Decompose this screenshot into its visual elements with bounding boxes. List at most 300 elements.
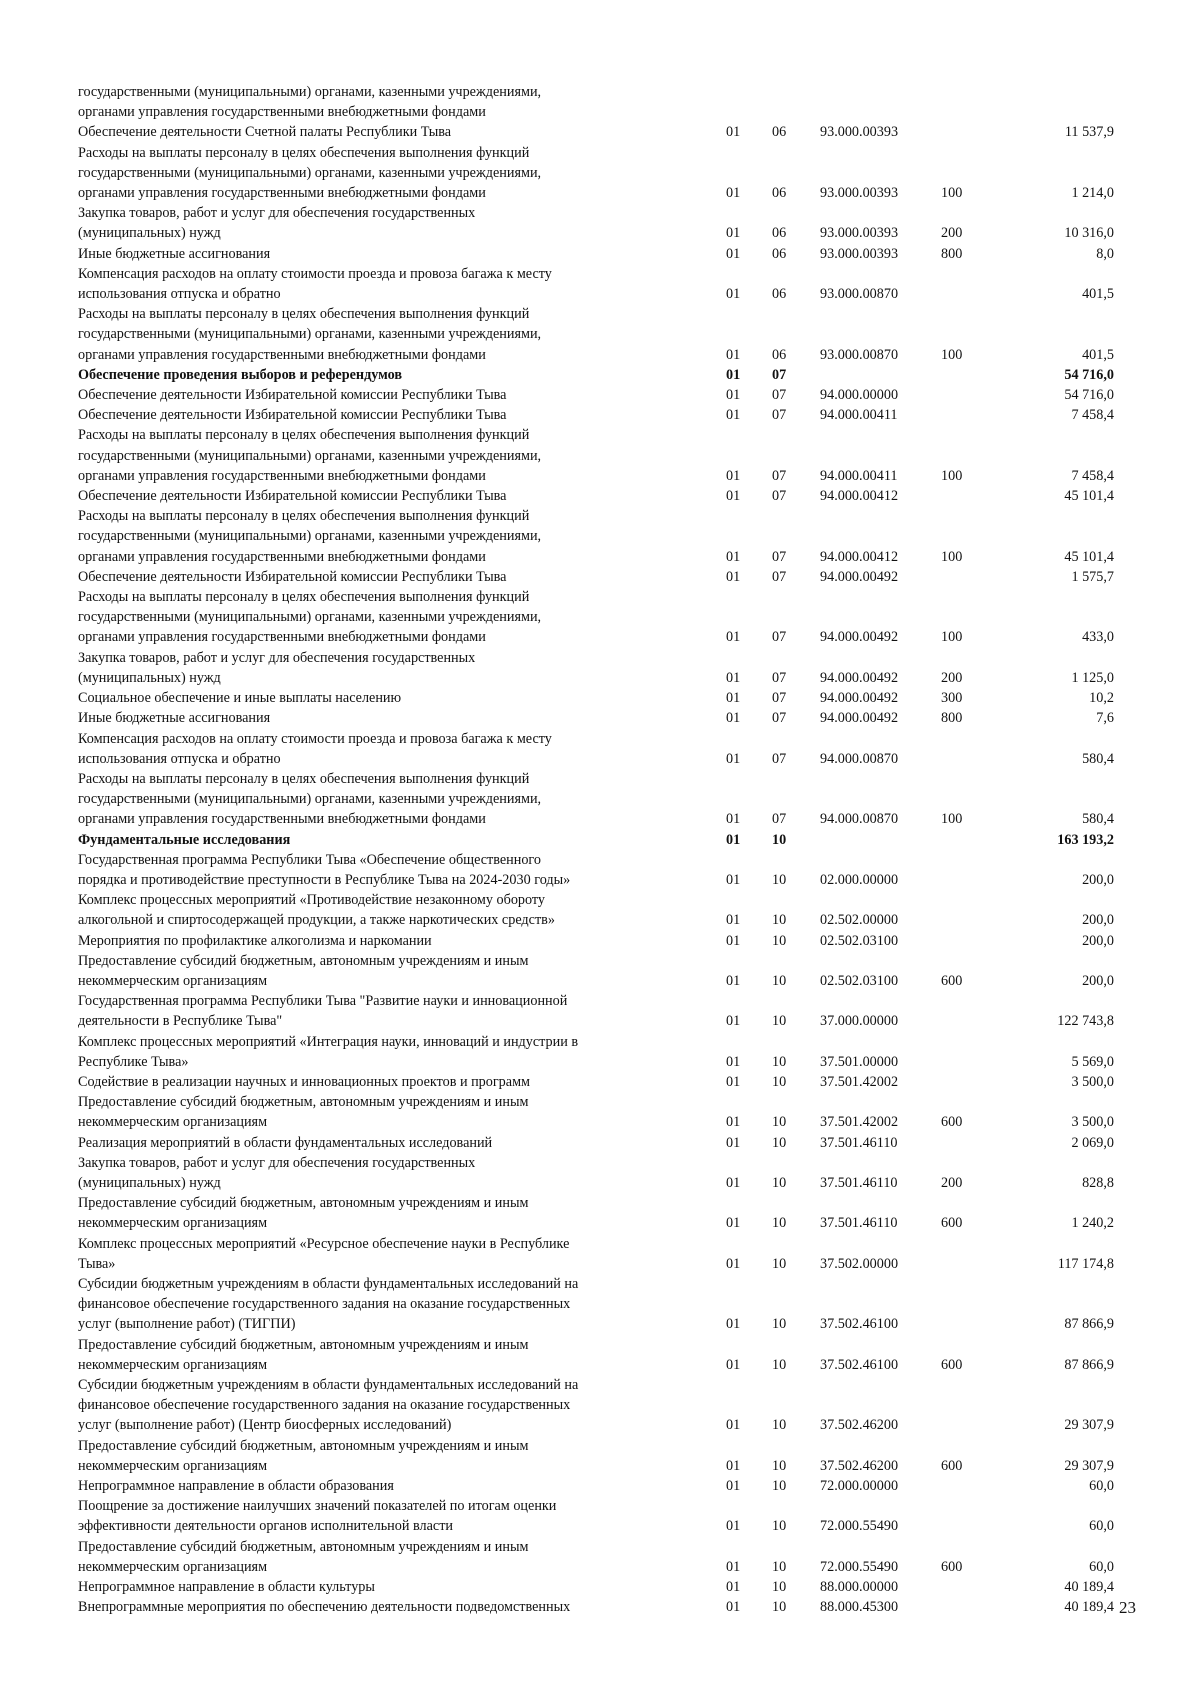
row-name-line: Предоставление субсидий бюджетным, автономным учреждениям и иным: [78, 952, 529, 969]
expense-type-code: 200: [941, 669, 963, 686]
row-name: [78, 1577, 698, 1597]
table-row: [78, 991, 1118, 1031]
subsection-code: 07: [772, 750, 787, 767]
row-name-line: Расходы на выплаты персоналу в целях обеспечения выполнения функций: [78, 770, 530, 787]
row-name: [78, 405, 698, 425]
row-name-line: органами управления государственными внебюджетными фондами: [78, 548, 486, 565]
section-code: 01: [726, 669, 741, 686]
row-name-line: Республике Тыва»: [78, 1053, 189, 1070]
subsection-code: 07: [772, 690, 787, 707]
row-name: [78, 1234, 698, 1274]
subsection-code: 10: [772, 1255, 787, 1272]
table-row: [78, 1577, 1118, 1597]
row-name-line: финансовое обеспечение государственного задания на оказание государственных: [78, 1397, 571, 1414]
row-name: [78, 365, 698, 385]
row-name-line: Иные бюджетные ассигнования: [78, 245, 271, 262]
subsection-code: 10: [772, 932, 787, 949]
row-name: [78, 1133, 698, 1153]
table-row: [78, 951, 1118, 991]
row-name-line: некоммерческим организациям: [78, 1356, 268, 1373]
subsection-code: 07: [772, 366, 787, 383]
amount: 1 125,0: [1071, 669, 1114, 686]
table-row: [78, 931, 1118, 951]
amount: 54 716,0: [1064, 366, 1114, 383]
table-row: [78, 486, 1118, 506]
amount: 3 500,0: [1071, 1114, 1114, 1131]
subsection-code: 07: [772, 548, 787, 565]
table-row: [78, 405, 1118, 425]
amount: 10,2: [1089, 690, 1114, 707]
amount: 200,0: [1082, 912, 1114, 929]
section-code: 01: [726, 407, 741, 424]
row-name: [78, 425, 698, 486]
subsection-code: 10: [772, 1558, 787, 1575]
section-code: 01: [726, 1417, 741, 1434]
subsection-code: 10: [772, 1356, 787, 1373]
row-name-line: органами управления государственными внебюджетными фондами: [78, 629, 486, 646]
section-code: 01: [726, 871, 741, 888]
section-code: 01: [726, 811, 741, 828]
amount: 29 307,9: [1064, 1457, 1114, 1474]
target-item-code: 88.000.00000: [820, 1579, 899, 1596]
amount: 1 575,7: [1071, 568, 1114, 585]
target-item-code: 94.000.00492: [820, 669, 899, 686]
target-item-code: 02.502.03100: [820, 932, 899, 949]
row-name-line: Расходы на выплаты персоналу в целях обеспечения выполнения функций: [78, 589, 530, 606]
section-code: 01: [726, 1518, 741, 1535]
row-name: [78, 1072, 698, 1092]
amount: 40 189,4: [1064, 1599, 1114, 1616]
target-item-code: 37.501.46110: [820, 1174, 898, 1191]
amount: 60,0: [1089, 1478, 1114, 1495]
subsection-code: 07: [772, 387, 787, 404]
row-name-line: государственными (муниципальными) органами, казенными учреждениями,: [78, 609, 542, 626]
section-code: 01: [726, 1134, 741, 1151]
subsection-code: 06: [772, 225, 787, 242]
expense-type-code: 100: [941, 548, 963, 565]
row-name-line: алкогольной и спиртосодержащей продукции, а также наркотических средств»: [78, 912, 555, 929]
target-item-code: 93.000.00393: [820, 245, 899, 262]
row-name: [78, 82, 698, 122]
target-item-code: 94.000.00492: [820, 690, 899, 707]
row-name-line: государственными (муниципальными) органами, казенными учреждениями,: [78, 528, 542, 545]
expense-type-code: 100: [941, 467, 963, 484]
section-code: 01: [726, 710, 741, 727]
target-item-code: 93.000.00393: [820, 185, 899, 202]
row-name-line: Расходы на выплаты персоналу в целях обеспечения выполнения функций: [78, 306, 530, 323]
row-name-line: Комплекс процессных мероприятий «Интеграция науки, инноваций и индустрии в: [78, 1033, 579, 1050]
subsection-code: 07: [772, 568, 787, 585]
section-code: 01: [726, 1599, 741, 1616]
subsection-code: 07: [772, 710, 787, 727]
subsection-code: 06: [772, 346, 787, 363]
table-row: [78, 1092, 1118, 1132]
row-name-line: органами управления государственными внебюджетными фондами: [78, 811, 486, 828]
amount: 5 569,0: [1071, 1053, 1114, 1070]
amount: 163 193,2: [1057, 831, 1114, 848]
target-item-code: 94.000.00492: [820, 629, 899, 646]
table-row: [78, 1496, 1118, 1536]
subsection-code: 10: [772, 1518, 787, 1535]
amount: 401,5: [1082, 346, 1114, 363]
row-name-line: Реализация мероприятий в области фундаментальных исследований: [78, 1134, 493, 1151]
row-name-line: Предоставление субсидий бюджетным, автономным учреждениям и иным: [78, 1336, 529, 1353]
subsection-code: 10: [772, 1599, 787, 1616]
table-row: [78, 567, 1118, 587]
target-item-code: 37.502.46100: [820, 1356, 899, 1373]
target-item-code: 94.000.00000: [820, 387, 899, 404]
target-item-code: 94.000.00412: [820, 548, 899, 565]
target-item-code: 37.000.00000: [820, 1013, 899, 1030]
section-code: 01: [726, 1356, 741, 1373]
row-name-line: Предоставление субсидий бюджетным, автономным учреждениям и иным: [78, 1195, 529, 1212]
target-item-code: 72.000.55490: [820, 1558, 899, 1575]
table-row: [78, 1032, 1118, 1072]
row-name: [78, 1335, 698, 1375]
table-row: [78, 82, 1118, 122]
section-code: 01: [726, 1579, 741, 1596]
row-name-line: Мероприятия по профилактике алкоголизма и наркомании: [78, 932, 432, 949]
amount: 1 240,2: [1071, 1215, 1114, 1232]
subsection-code: 10: [772, 1073, 787, 1090]
row-name-line: Закупка товаров, работ и услуг для обеспечения государственных: [78, 1154, 476, 1171]
table-row: [78, 729, 1118, 769]
row-name-line: Субсидии бюджетным учреждениям в области фундаментальных исследований на: [78, 1275, 579, 1292]
target-item-code: 93.000.00870: [820, 346, 899, 363]
row-name: [78, 648, 698, 688]
row-name-line: Субсидии бюджетным учреждениям в области фундаментальных исследований на: [78, 1377, 579, 1393]
section-code: 01: [726, 286, 741, 303]
table-row: [78, 122, 1118, 142]
row-name-line: использования отпуска и обратно: [78, 286, 281, 303]
row-name-line: Обеспечение деятельности Избирательной комиссии Республики Тыва: [78, 407, 507, 424]
table-row: [78, 1597, 1118, 1617]
row-name-line: Комплекс процессных мероприятий «Ресурсное обеспечение науки в Республике: [78, 1235, 570, 1252]
section-code: 01: [726, 1215, 741, 1232]
table-row: [78, 587, 1118, 648]
target-item-code: 94.000.00492: [820, 568, 899, 585]
row-name-line: органами управления государственными внебюджетными фондами: [78, 346, 486, 363]
section-code: 01: [726, 1174, 741, 1191]
row-name-line: Обеспечение деятельности Избирательной комиссии Республики Тыва: [78, 387, 507, 404]
table-row: [78, 143, 1118, 204]
row-name-line: государственными (муниципальными) органами, казенными учреждениями,: [78, 791, 542, 808]
subsection-code: 07: [772, 407, 787, 424]
row-name-line: Расходы на выплаты персоналу в целях обеспечения выполнения функций: [78, 427, 530, 444]
row-name: [78, 122, 698, 142]
amount: 401,5: [1082, 286, 1114, 303]
target-item-code: 72.000.00000: [820, 1478, 899, 1495]
target-item-code: 88.000.45300: [820, 1599, 899, 1616]
row-name-line: Компенсация расходов на оплату стоимости проезда и провоза багажа к месту: [78, 730, 552, 747]
amount: 117 174,8: [1057, 1255, 1114, 1272]
table-row: [78, 1072, 1118, 1092]
subsection-code: 10: [772, 1174, 787, 1191]
target-item-code: 94.000.00870: [820, 811, 899, 828]
amount: 580,4: [1082, 811, 1114, 828]
row-name-line: Расходы на выплаты персоналу в целях обеспечения выполнения функций: [78, 144, 530, 161]
row-name-line: услуг (выполнение работ) (ТИГПИ): [78, 1316, 296, 1333]
target-item-code: 72.000.55490: [820, 1518, 899, 1535]
expense-type-code: 600: [941, 1215, 963, 1232]
expense-type-code: 800: [941, 245, 963, 262]
target-item-code: 37.502.46200: [820, 1417, 899, 1434]
section-code: 01: [726, 932, 741, 949]
subsection-code: 06: [772, 286, 787, 303]
amount: 200,0: [1082, 972, 1114, 989]
row-name: [78, 931, 698, 951]
subsection-code: 10: [772, 1134, 787, 1151]
amount: 11 537,9: [1064, 124, 1114, 141]
subsection-code: 10: [772, 1114, 787, 1131]
target-item-code: 94.000.00411: [820, 407, 898, 424]
table-row: [78, 708, 1118, 728]
expense-type-code: 600: [941, 1457, 963, 1474]
page-number: 23: [1119, 1598, 1136, 1617]
section-code: 01: [726, 366, 741, 383]
subsection-code: 10: [772, 1478, 787, 1495]
target-item-code: 37.501.46110: [820, 1134, 898, 1151]
row-name: [78, 850, 698, 890]
amount: 87 866,9: [1064, 1356, 1114, 1373]
row-name: [78, 1496, 698, 1536]
subsection-code: 10: [772, 972, 787, 989]
target-item-code: 93.000.00393: [820, 225, 899, 242]
target-item-code: 93.000.00870: [820, 286, 899, 303]
row-name-line: Предоставление субсидий бюджетным, автономным учреждениям и иным: [78, 1094, 529, 1111]
section-code: 01: [726, 1013, 741, 1030]
table-row: [78, 304, 1118, 365]
section-code: 01: [726, 245, 741, 262]
subsection-code: 07: [772, 488, 787, 505]
target-item-code: 02.502.00000: [820, 912, 899, 929]
row-name: [78, 1092, 698, 1132]
row-name: [78, 951, 698, 991]
expense-type-code: 100: [941, 185, 963, 202]
row-name: [78, 1537, 698, 1577]
amount: 87 866,9: [1064, 1316, 1114, 1333]
subsection-code: 07: [772, 669, 787, 686]
expense-type-code: 200: [941, 1174, 963, 1191]
row-name: [78, 688, 698, 708]
target-item-code: 37.501.42002: [820, 1114, 899, 1131]
subsection-code: 06: [772, 185, 787, 202]
section-code: 01: [726, 1478, 741, 1495]
subsection-code: 10: [772, 1579, 787, 1596]
row-name: [78, 1375, 698, 1436]
table-row: [78, 1476, 1118, 1496]
table-row: [78, 1335, 1118, 1375]
section-row: [78, 830, 1118, 850]
target-item-code: 93.000.00393: [820, 124, 899, 141]
section-code: 01: [726, 1053, 741, 1070]
target-item-code: 37.502.46200: [820, 1457, 899, 1474]
table-row: [78, 688, 1118, 708]
row-name-line: использования отпуска и обратно: [78, 750, 281, 767]
row-name: [78, 304, 698, 365]
expense-type-code: 100: [941, 346, 963, 363]
table-row: [78, 648, 1118, 688]
row-name-line: Закупка товаров, работ и услуг для обеспечения государственных: [78, 649, 476, 666]
table-row: [78, 850, 1118, 890]
row-name-line: Тыва»: [78, 1255, 116, 1272]
section-code: 01: [726, 1255, 741, 1272]
row-name-line: деятельности в Республике Тыва": [78, 1013, 283, 1030]
row-name-line: Содействие в реализации научных и инновационных проектов и программ: [78, 1073, 531, 1090]
section-code: 01: [726, 1114, 741, 1131]
table-row: [78, 1153, 1118, 1193]
row-name-line: финансовое обеспечение государственного задания на оказание государственных: [78, 1296, 571, 1313]
section-code: 01: [726, 185, 741, 202]
table-row: [78, 506, 1118, 567]
subsection-code: 10: [772, 1417, 787, 1434]
table-row: [78, 385, 1118, 405]
target-item-code: 37.502.00000: [820, 1255, 899, 1272]
row-name-line: некоммерческим организациям: [78, 1114, 268, 1131]
amount: 433,0: [1082, 629, 1114, 646]
target-item-code: 02.000.00000: [820, 871, 899, 888]
section-code: 01: [726, 750, 741, 767]
row-name-line: государственными (муниципальными) органами, казенными учреждениями,: [78, 326, 542, 343]
amount: 60,0: [1089, 1518, 1114, 1535]
section-code: 01: [726, 467, 741, 484]
table-row: [78, 1436, 1118, 1476]
section-code: 01: [726, 1558, 741, 1575]
section-code: 01: [726, 831, 741, 848]
amount: 200,0: [1082, 871, 1114, 888]
table-row: [78, 1234, 1118, 1274]
section-code: 01: [726, 346, 741, 363]
row-name: [78, 1153, 698, 1193]
row-name: [78, 264, 698, 304]
row-name: [78, 244, 698, 264]
section-code: 01: [726, 124, 741, 141]
amount: 10 316,0: [1064, 225, 1114, 242]
row-name-line: государственными (муниципальными) органами, казенными учреждениями,: [78, 84, 542, 100]
row-name: [78, 708, 698, 728]
row-name-line: Компенсация расходов на оплату стоимости проезда и провоза багажа к месту: [78, 265, 552, 282]
table-row: [78, 1133, 1118, 1153]
row-name: [78, 991, 698, 1031]
row-name-line: органами управления государственными внебюджетными фондами: [78, 467, 486, 484]
subsection-code: 10: [772, 1457, 787, 1474]
row-name: [78, 203, 698, 243]
row-name-line: Непрограммное направление в области образования: [78, 1478, 394, 1495]
row-name-line: услуг (выполнение работ) (Центр биосферных исследований): [78, 1417, 452, 1434]
row-name: [78, 1274, 698, 1335]
row-name-line: (муниципальных) нужд: [78, 669, 221, 686]
subsection-code: 10: [772, 871, 787, 888]
section-code: 01: [726, 629, 741, 646]
row-name-line: Поощрение за достижение наилучших значений показателей по итогам оценки: [78, 1498, 557, 1515]
row-name: [78, 830, 698, 850]
row-name-line: (муниципальных) нужд: [78, 225, 221, 242]
row-name-line: органами управления государственными внебюджетными фондами: [78, 104, 486, 121]
target-item-code: 37.502.46100: [820, 1316, 899, 1333]
row-name-line: государственными (муниципальными) органами, казенными учреждениями,: [78, 447, 542, 464]
row-name-line: Фундаментальные исследования: [78, 831, 291, 848]
row-name: [78, 506, 698, 567]
amount: 1 214,0: [1071, 185, 1114, 202]
row-name-line: Непрограммное направление в области культуры: [78, 1579, 375, 1596]
target-item-code: 37.501.00000: [820, 1053, 899, 1070]
amount: 200,0: [1082, 932, 1114, 949]
row-name-line: Государственная программа Республики Тыва "Развитие науки и инновационной: [78, 993, 568, 1010]
amount: 7,6: [1096, 710, 1114, 727]
expense-type-code: 600: [941, 1356, 963, 1373]
row-name-line: Внепрограммные мероприятия по обеспечению деятельности подведомственных: [78, 1599, 571, 1616]
row-name-line: эффективности деятельности органов исполнительной власти: [78, 1518, 453, 1535]
row-name: [78, 1193, 698, 1233]
row-name-line: Предоставление субсидий бюджетным, автономным учреждениям и иным: [78, 1538, 529, 1555]
subsection-code: 07: [772, 467, 787, 484]
section-code: 01: [726, 912, 741, 929]
target-item-code: 37.501.46110: [820, 1215, 898, 1232]
table-row: [78, 769, 1118, 830]
row-name-line: Обеспечение деятельности Счетной палаты Республики Тыва: [78, 124, 452, 141]
row-name-line: Расходы на выплаты персоналу в целях обеспечения выполнения функций: [78, 508, 530, 525]
row-name-line: Социальное обеспечение и иные выплаты населению: [78, 690, 402, 707]
row-name-line: некоммерческим организациям: [78, 1457, 268, 1474]
row-name-line: Иные бюджетные ассигнования: [78, 710, 271, 727]
subsection-code: 06: [772, 124, 787, 141]
target-item-code: 94.000.00492: [820, 710, 899, 727]
row-name-line: (муниципальных) нужд: [78, 1174, 221, 1191]
row-name-line: государственными (муниципальными) органами, казенными учреждениями,: [78, 164, 542, 181]
expense-type-code: 600: [941, 972, 963, 989]
section-code: 01: [726, 387, 741, 404]
row-name: [78, 486, 698, 506]
section-code: 01: [726, 1316, 741, 1333]
table-row: [78, 1537, 1118, 1577]
amount: 122 743,8: [1057, 1013, 1114, 1030]
row-name: [78, 587, 698, 648]
subsection-code: 07: [772, 811, 787, 828]
row-name: [78, 1436, 698, 1476]
row-name: [78, 567, 698, 587]
amount: 29 307,9: [1064, 1417, 1114, 1434]
amount: 45 101,4: [1064, 548, 1114, 565]
amount: 2 069,0: [1071, 1134, 1114, 1151]
table-row: [78, 1274, 1118, 1335]
target-item-code: 37.501.42002: [820, 1073, 899, 1090]
section-code: 01: [726, 690, 741, 707]
budget-table: [78, 82, 1118, 1617]
row-name: [78, 385, 698, 405]
table-row: [78, 264, 1118, 304]
row-name: [78, 143, 698, 204]
table-row: [78, 425, 1118, 486]
table-row: [78, 244, 1118, 264]
expense-type-code: 600: [941, 1558, 963, 1575]
row-name-line: Закупка товаров, работ и услуг для обеспечения государственных: [78, 205, 476, 222]
section-code: 01: [726, 1073, 741, 1090]
row-name: [78, 769, 698, 830]
amount: 45 101,4: [1064, 488, 1114, 505]
target-item-code: 94.000.00870: [820, 750, 899, 767]
amount: 7 458,4: [1071, 467, 1114, 484]
expense-type-code: 800: [941, 710, 963, 727]
row-name-line: порядка и противодействие преступности в Республике Тыва на 2024-2030 годы»: [78, 871, 571, 888]
amount: 7 458,4: [1071, 407, 1114, 424]
amount: 40 189,4: [1064, 1579, 1114, 1596]
row-name-line: некоммерческим организациям: [78, 1558, 268, 1575]
row-name-line: Государственная программа Республики Тыва «Обеспечение общественного: [78, 851, 541, 868]
expense-type-code: 100: [941, 629, 963, 646]
target-item-code: 94.000.00411: [820, 467, 898, 484]
row-name: [78, 1032, 698, 1072]
expense-type-code: 200: [941, 225, 963, 242]
